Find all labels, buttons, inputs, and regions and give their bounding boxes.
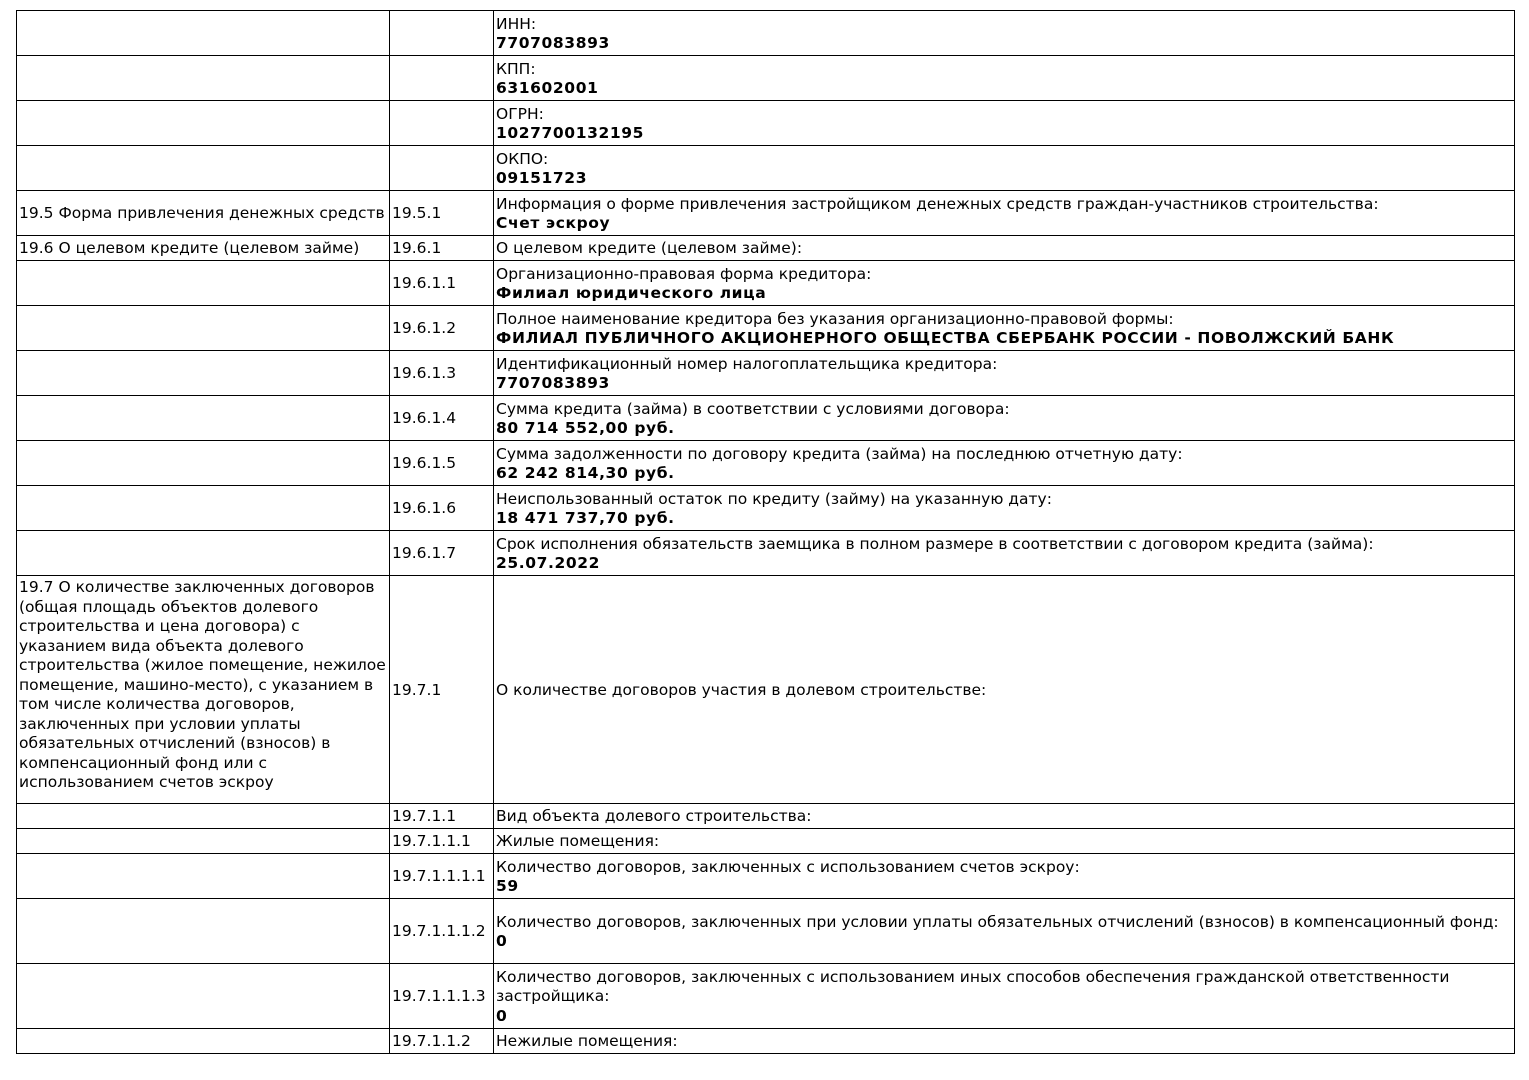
field-value: 1027700132195 xyxy=(496,124,645,142)
code-cell: 19.6.1.7 xyxy=(390,531,494,576)
table-row xyxy=(17,261,1515,306)
field-cell xyxy=(494,486,1515,531)
field-label: Сумма кредита (займа) в соответствии с условиями договора: xyxy=(496,399,1010,418)
field-label: КПП: xyxy=(496,59,536,78)
table-row xyxy=(17,899,1515,964)
section-cell xyxy=(17,351,390,396)
field-value: Счет эскроу xyxy=(496,214,611,232)
field-cell xyxy=(494,396,1515,441)
field-label: ОКПО: xyxy=(496,149,549,168)
field-label: Срок исполнения обязательств заемщика в полном размере в соответствии с договором кредита (займа): xyxy=(496,534,1374,553)
table-row xyxy=(17,396,1515,441)
field-value: 7707083893 xyxy=(496,34,610,52)
field-cell xyxy=(494,351,1515,396)
section-cell xyxy=(17,306,390,351)
section-cell xyxy=(17,56,390,101)
section-cell xyxy=(17,11,390,56)
table-row xyxy=(17,146,1515,191)
field-cell xyxy=(494,306,1515,351)
field-cell xyxy=(494,829,1515,854)
field-cell xyxy=(494,56,1515,101)
field-cell xyxy=(494,11,1515,56)
section-cell xyxy=(17,829,390,854)
field-cell xyxy=(494,191,1515,236)
table-row xyxy=(17,11,1515,56)
code-cell: 19.6.1.3 xyxy=(390,351,494,396)
code-cell: 19.7.1.1.2 xyxy=(390,1029,494,1054)
field-label: Количество договоров, заключенных с использованием счетов эскроу: xyxy=(496,857,1080,876)
code-cell: 19.6.1.1 xyxy=(390,261,494,306)
code-cell: 19.5.1 xyxy=(390,191,494,236)
section-cell xyxy=(17,101,390,146)
field-value: 7707083893 xyxy=(496,374,610,392)
section-cell xyxy=(17,804,390,829)
field-label: ОГРН: xyxy=(496,104,544,123)
section-cell xyxy=(17,441,390,486)
code-cell: 19.6.1.2 xyxy=(390,306,494,351)
code-cell: 19.7.1.1.1 xyxy=(390,829,494,854)
table-row xyxy=(17,1029,1515,1054)
table-row xyxy=(17,854,1515,899)
table-row xyxy=(17,306,1515,351)
table-row xyxy=(17,441,1515,486)
section-cell: 19.6 О целевом кредите (целевом займе) xyxy=(17,236,390,261)
field-value: 0 xyxy=(496,1006,508,1025)
field-label: Нежилые помещения: xyxy=(496,1032,678,1051)
table-row xyxy=(17,351,1515,396)
field-label: Информация о форме привлечения застройщиком денежных средств граждан-участников строительства: xyxy=(496,194,1379,213)
field-cell xyxy=(494,531,1515,576)
field-label: Неиспользованный остаток по кредиту (займу) на указанную дату: xyxy=(496,489,1052,508)
field-cell xyxy=(494,576,1515,804)
code-cell: 19.6.1.4 xyxy=(390,396,494,441)
section-cell xyxy=(17,261,390,306)
code-cell: 19.7.1.1 xyxy=(390,804,494,829)
table-row xyxy=(17,531,1515,576)
section-cell xyxy=(17,486,390,531)
field-value: 25.07.2022 xyxy=(496,554,601,572)
code-cell xyxy=(390,146,494,191)
field-cell xyxy=(494,854,1515,899)
section-cell: 19.5 Форма привлечения денежных средств xyxy=(17,191,390,236)
field-label: О количестве договоров участия в долевом строительстве: xyxy=(496,680,987,699)
table-row xyxy=(17,804,1515,829)
field-label: Полное наименование кредитора без указания организационно-правовой формы: xyxy=(496,309,1174,328)
field-value: 0 xyxy=(496,932,508,950)
section-cell xyxy=(17,899,390,964)
field-label: Идентификационный номер налогоплательщика кредитора: xyxy=(496,354,998,373)
section-cell xyxy=(17,1029,390,1054)
section-cell: 19.7 О количестве заключенных договоров (общая площадь объектов долевого строительства и цена договора) с указанием вида объекта долевого строительства (жилое помещение, нежилое помещение, машино-место), с указанием в том числе количества договоров, заключенных при условии уплаты обязательных отчислений (взносов) в компенсационный фонд или с использованием счетов эскроу xyxy=(17,576,390,804)
field-cell xyxy=(494,1029,1515,1054)
code-cell: 19.6.1.6 xyxy=(390,486,494,531)
table-row xyxy=(17,191,1515,236)
field-value: 631602001 xyxy=(496,79,599,97)
field-value: ФИЛИАЛ ПУБЛИЧНОГО АКЦИОНЕРНОГО ОБЩЕСТВА СБЕРБАНК РОССИИ - ПОВОЛЖСКИЙ БАНК xyxy=(496,329,1395,347)
code-cell: 19.6.1 xyxy=(390,236,494,261)
section-cell xyxy=(17,854,390,899)
field-value: 09151723 xyxy=(496,169,588,187)
code-cell: 19.7.1.1.1.3 xyxy=(390,964,494,1029)
code-cell: 19.7.1.1.1.2 xyxy=(390,899,494,964)
field-cell xyxy=(494,804,1515,829)
field-cell xyxy=(494,899,1515,964)
field-label: Вид объекта долевого строительства: xyxy=(496,807,812,826)
field-value: 18 471 737,70 руб. xyxy=(496,509,675,527)
field-value: 59 xyxy=(496,877,519,895)
field-label: Количество договоров, заключенных при условии уплаты обязательных отчислений (взносов) в компенсационный фонд: xyxy=(496,912,1499,931)
declaration-table xyxy=(16,10,1515,1054)
field-cell xyxy=(494,236,1515,261)
code-cell xyxy=(390,101,494,146)
section-cell xyxy=(17,964,390,1029)
field-value: 62 242 814,30 руб. xyxy=(496,464,675,482)
field-label: Организационно-правовая форма кредитора: xyxy=(496,264,872,283)
table-row xyxy=(17,964,1515,1029)
field-cell xyxy=(494,964,1515,1029)
field-value: Филиал юридического лица xyxy=(496,284,767,302)
field-label: Сумма задолженности по договору кредита (займа) на последнюю отчетную дату: xyxy=(496,444,1183,463)
declaration-table-body xyxy=(17,11,1515,1054)
section-cell xyxy=(17,146,390,191)
field-label: Жилые помещения: xyxy=(496,832,660,851)
field-cell xyxy=(494,101,1515,146)
code-cell: 19.7.1 xyxy=(390,576,494,804)
field-value: 80 714 552,00 руб. xyxy=(496,419,675,437)
field-label: ИНН: xyxy=(496,14,537,33)
code-cell xyxy=(390,11,494,56)
table-row xyxy=(17,576,1515,804)
table-row xyxy=(17,486,1515,531)
field-cell xyxy=(494,441,1515,486)
code-cell: 19.7.1.1.1.1 xyxy=(390,854,494,899)
section-cell xyxy=(17,396,390,441)
table-row xyxy=(17,236,1515,261)
field-label: О целевом кредите (целевом займе): xyxy=(496,239,803,258)
code-cell: 19.6.1.5 xyxy=(390,441,494,486)
field-label: Количество договоров, заключенных с использованием иных способов обеспечения гражданской ответственности застройщика: xyxy=(496,967,1450,1006)
field-cell xyxy=(494,261,1515,306)
section-cell xyxy=(17,531,390,576)
code-cell xyxy=(390,56,494,101)
table-row xyxy=(17,101,1515,146)
table-row xyxy=(17,829,1515,854)
table-row xyxy=(17,56,1515,101)
field-cell xyxy=(494,146,1515,191)
